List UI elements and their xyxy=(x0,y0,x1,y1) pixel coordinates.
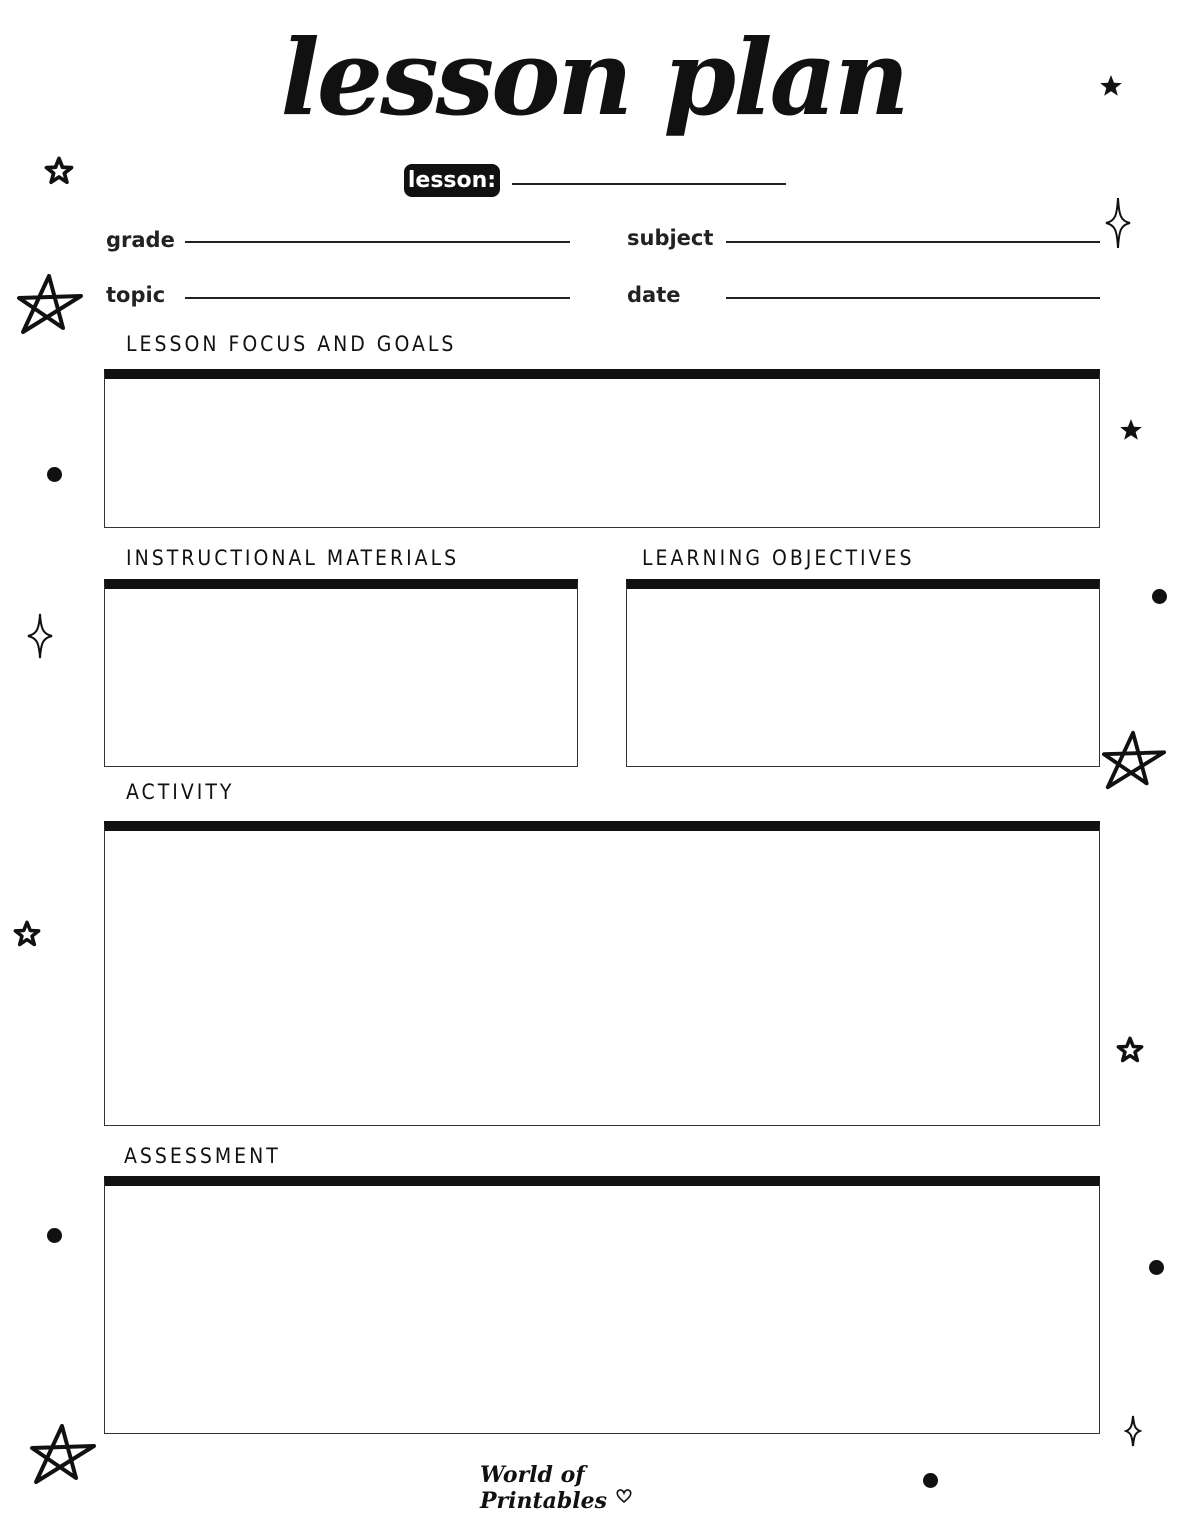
grade-label: grade xyxy=(106,228,175,252)
topic-field-line[interactable] xyxy=(185,297,570,299)
lesson-label: lesson: xyxy=(404,164,500,197)
lesson-field-line[interactable] xyxy=(512,183,786,185)
star-icon xyxy=(13,920,41,948)
sparkle-icon xyxy=(26,612,54,660)
sparkle-icon xyxy=(1124,1414,1142,1448)
star-icon xyxy=(1116,1036,1144,1064)
star-icon xyxy=(44,156,74,186)
star-icon xyxy=(1118,417,1144,443)
credit-text: World of Printables xyxy=(480,1462,608,1514)
activity-box[interactable] xyxy=(104,821,1100,1126)
dot-decoration xyxy=(1152,589,1167,604)
sparkle-icon xyxy=(1104,196,1132,250)
dot-decoration xyxy=(923,1473,938,1488)
materials-box[interactable] xyxy=(104,579,578,767)
focus-heading: LESSON FOCUS AND GOALS xyxy=(126,332,457,356)
heart-icon xyxy=(615,1488,633,1504)
objectives-heading: LEARNING OBJECTIVES xyxy=(642,546,915,570)
dot-decoration xyxy=(47,1228,62,1243)
dot-decoration xyxy=(47,467,62,482)
page-title: lesson plan xyxy=(280,16,907,139)
brand-credit xyxy=(480,1462,710,1514)
date-label: date xyxy=(627,283,681,307)
date-field-line[interactable] xyxy=(726,297,1100,299)
focus-box[interactable] xyxy=(104,369,1100,528)
assessment-heading: ASSESSMENT xyxy=(124,1144,281,1168)
activity-heading: ACTIVITY xyxy=(126,780,235,804)
grade-field-line[interactable] xyxy=(185,241,570,243)
subject-label: subject xyxy=(627,226,714,250)
star-outline-icon xyxy=(28,1420,98,1490)
star-icon xyxy=(1098,73,1124,99)
materials-heading: INSTRUCTIONAL MATERIALS xyxy=(126,546,460,570)
star-outline-icon xyxy=(15,270,85,340)
dot-decoration xyxy=(1149,1260,1164,1275)
objectives-box[interactable] xyxy=(626,579,1100,767)
topic-label: topic xyxy=(106,283,166,307)
subject-field-line[interactable] xyxy=(726,241,1100,243)
star-outline-icon xyxy=(1100,726,1168,796)
assessment-box[interactable] xyxy=(104,1176,1100,1434)
